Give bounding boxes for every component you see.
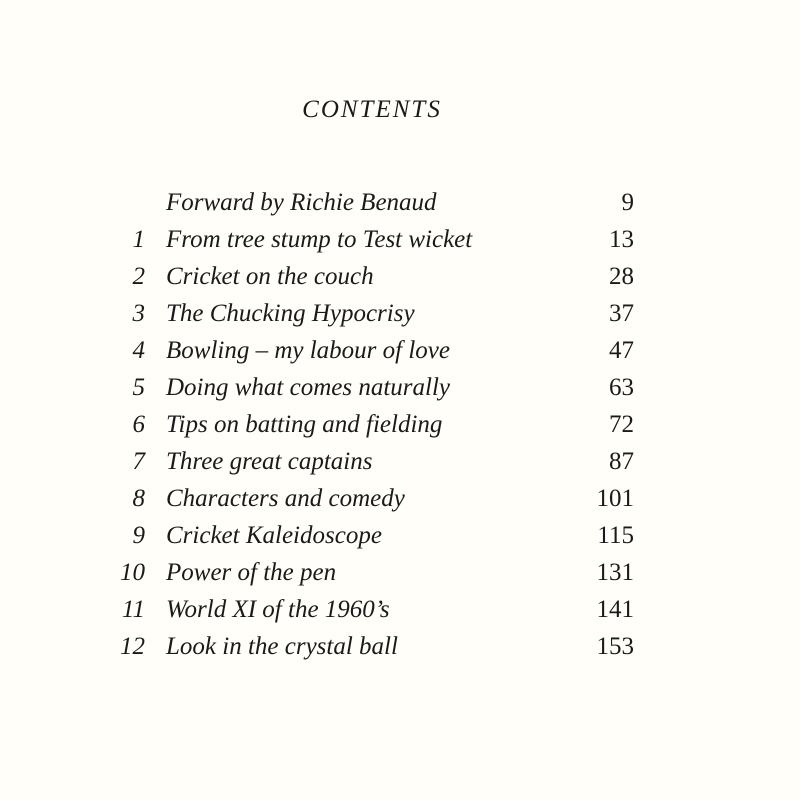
chapter-title: Characters and comedy [166, 485, 405, 512]
toc-entry-foreword [0, 184, 800, 221]
toc-entry [0, 221, 800, 258]
page-number: 37 [609, 300, 634, 327]
chapter-title: Cricket Kaleidoscope [166, 522, 382, 549]
chapter-number: 4 [132, 337, 145, 364]
chapter-title: From tree stump to Test wicket [166, 226, 473, 253]
chapter-title: Doing what comes naturally [166, 374, 451, 401]
chapter-title: Look in the crystal ball [166, 633, 398, 660]
page-number: 28 [609, 263, 634, 290]
toc-entry [0, 591, 800, 628]
toc-entry [0, 628, 800, 665]
page-title: CONTENTS [302, 96, 442, 123]
chapter-number: 9 [132, 522, 145, 549]
page-number: 115 [597, 522, 634, 549]
toc-entry [0, 369, 800, 406]
toc-entry [0, 517, 800, 554]
page-number: 141 [596, 596, 634, 623]
page-number: 47 [609, 337, 634, 364]
chapter-title: The Chucking Hypocrisy [166, 300, 415, 327]
page-number: 153 [596, 633, 634, 660]
chapter-title: Cricket on the couch [166, 263, 374, 290]
chapter-number: 12 [120, 633, 145, 660]
page-number: 101 [596, 485, 634, 512]
toc-entry [0, 258, 800, 295]
toc-entry [0, 480, 800, 517]
chapter-title: Bowling – my labour of love [166, 337, 450, 364]
toc-entry [0, 554, 800, 591]
toc-entry [0, 332, 800, 369]
chapter-title: World XI of the 1960’s [166, 596, 390, 623]
toc-entry [0, 443, 800, 480]
chapter-number: 10 [120, 559, 145, 586]
table-of-contents [0, 184, 800, 665]
chapter-number: 8 [132, 485, 145, 512]
toc-entry [0, 295, 800, 332]
chapter-title: Forward by Richie Benaud [166, 189, 437, 216]
chapter-number: 5 [132, 374, 145, 401]
page-number: 87 [609, 448, 634, 475]
chapter-number: 1 [132, 226, 145, 253]
chapter-title: Power of the pen [166, 559, 337, 586]
chapter-number: 2 [132, 263, 145, 290]
chapter-title: Tips on batting and fielding [166, 411, 443, 438]
page-number: 13 [609, 226, 634, 253]
chapter-number: 6 [132, 411, 145, 438]
page-number: 72 [609, 411, 634, 438]
page-number: 63 [609, 374, 634, 401]
toc-entry [0, 406, 800, 443]
chapter-title: Three great captains [166, 448, 373, 475]
chapter-number: 7 [132, 448, 145, 475]
page-number: 9 [621, 189, 634, 216]
chapter-number: 3 [132, 300, 145, 327]
chapter-number: 11 [121, 596, 145, 623]
page-number: 131 [596, 559, 634, 586]
